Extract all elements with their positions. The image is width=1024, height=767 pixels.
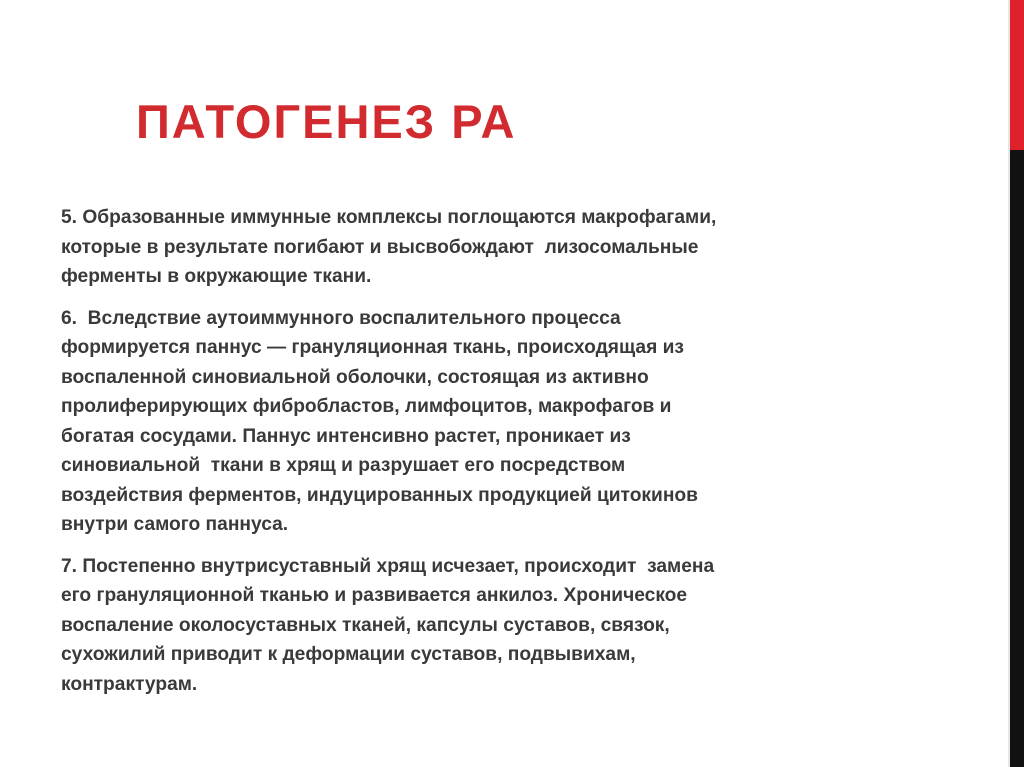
paragraph-line: воспаленной синовиальной оболочки, состоящая из активно (61, 366, 649, 388)
paragraph-line: богатая сосудами. Паннус интенсивно растет, проникает из (61, 425, 631, 447)
paragraph-line: которые в результате погибают и высвобождают лизосомальные (61, 236, 699, 258)
paragraph-6 (61, 304, 941, 540)
paragraph-line: внутри самого паннуса. (61, 514, 289, 535)
paragraph-line: формируется паннус — грануляционная ткань, происходящая из (61, 337, 684, 358)
paragraph-line: ферменты в окружающие ткани. (61, 266, 372, 287)
paragraph-line: воспаление околосуставных тканей, капсулы суставов, связок, (61, 614, 670, 636)
paragraph-line: 5. Образованные иммунные комплексы поглощаются макрофагами, (61, 207, 717, 228)
paragraph-line: 7. Постепенно внутрисуставный хрящ исчезает, происходит замена (61, 555, 715, 577)
accent-bar-black (1010, 150, 1024, 767)
paragraph-line: 6. Вследствие аутоиммунного воспалительного процесса (61, 307, 621, 329)
paragraph-line: сухожилий приводит к деформации суставов, подвывихам, (61, 644, 636, 665)
paragraph-7 (61, 552, 941, 700)
slide-title: ПАТОГЕНЕЗ РА (136, 95, 517, 148)
slide-body (61, 203, 941, 711)
paragraph-line: синовиальной ткани в хрящ и разрушает его посредством (61, 455, 626, 476)
paragraph-line: контрактурам. (61, 673, 198, 695)
paragraph-5 (61, 203, 941, 292)
paragraph-line: пролиферирующих фибробластов, лимфоцитов, макрофагов и (61, 396, 672, 417)
paragraph-line: его грануляционной тканью и развивается анкилоз. Хроническое (61, 585, 688, 606)
accent-bar-red (1010, 0, 1024, 150)
paragraph-line: воздействия ферментов, индуцированных продукцией цитокинов (61, 484, 698, 506)
